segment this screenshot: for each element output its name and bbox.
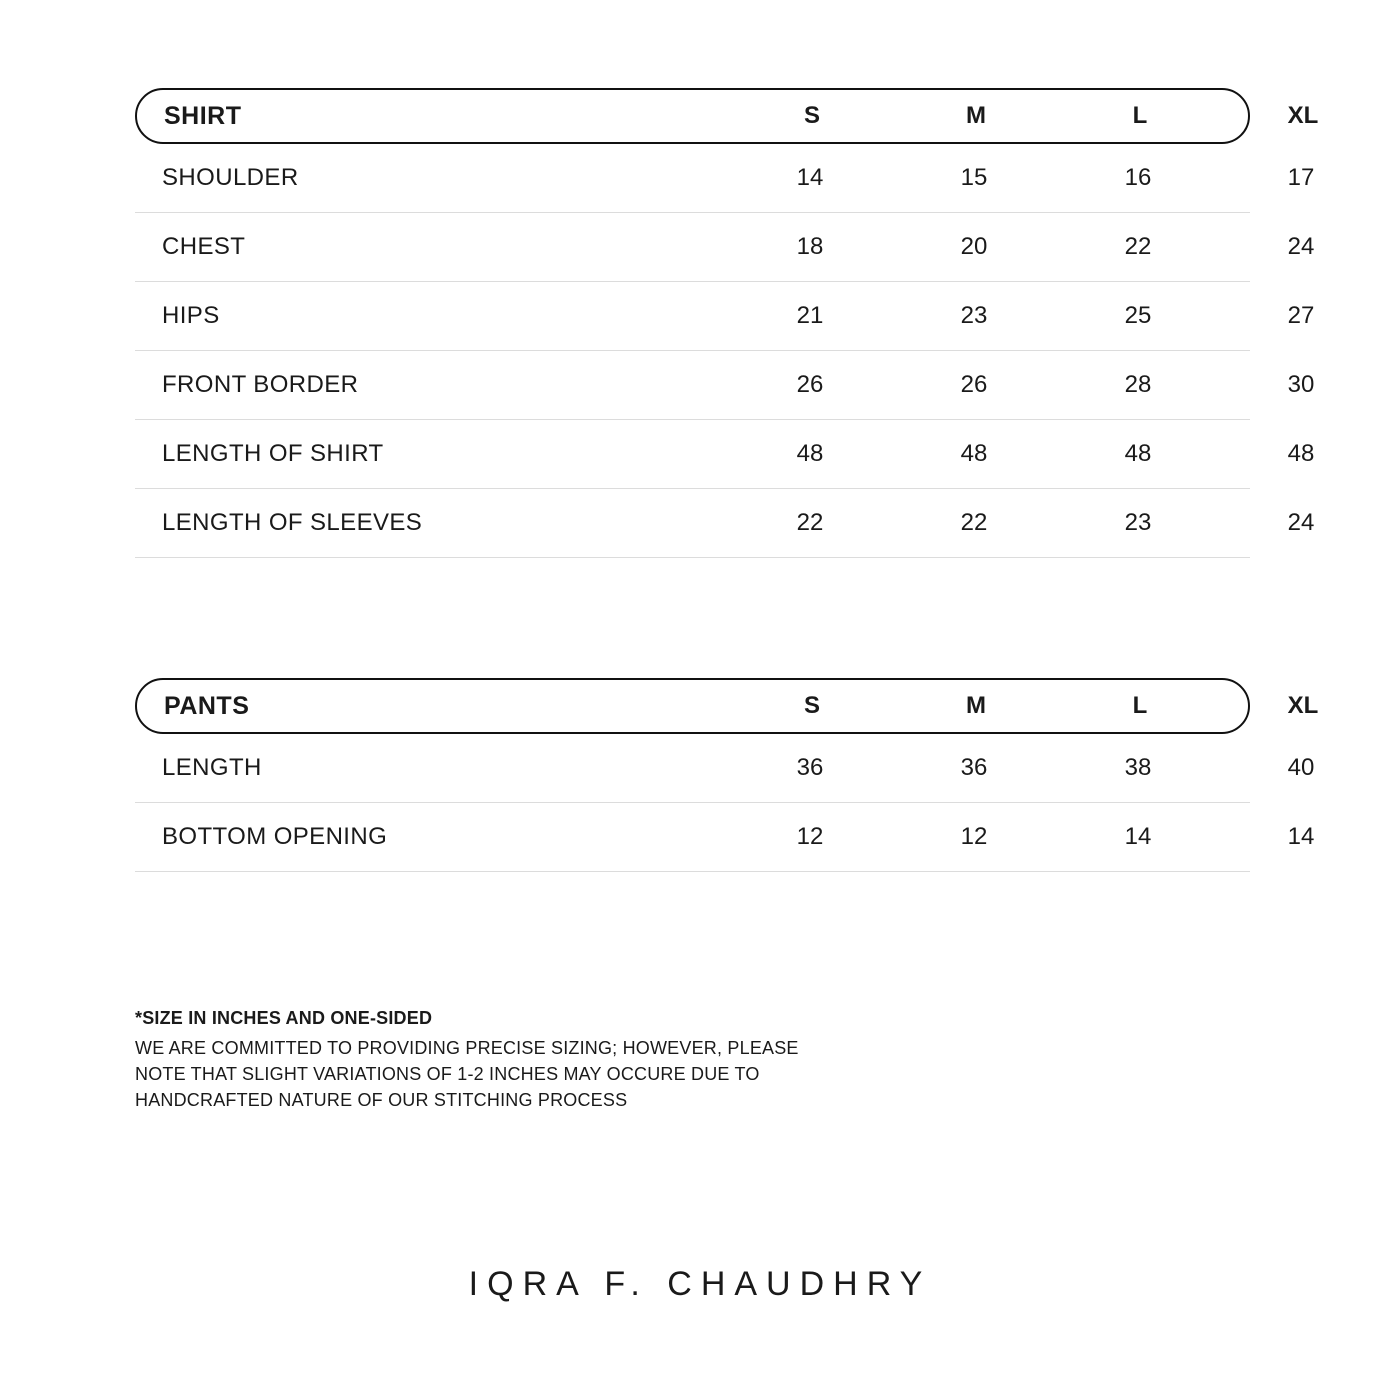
table-row [135,282,1315,351]
row-label: HIPS [162,302,220,329]
pants-column-header-l: L [1132,692,1148,719]
pants-column-header-s: S [803,692,820,719]
cell-s: 36 [796,754,824,781]
cell-s: 14 [796,164,824,191]
row-label: FRONT BORDER [162,371,359,398]
cell-xl: 48 [1287,440,1315,467]
cell-s: 22 [796,509,824,536]
table-row [135,734,1315,803]
row-label: BOTTOM OPENING [162,823,388,850]
row-label: CHEST [162,233,246,260]
shirt-table-header [135,88,1319,144]
cell-l: 48 [1124,440,1152,467]
table-row [135,213,1315,282]
cell-s: 12 [796,823,824,850]
cell-s: 48 [796,440,824,467]
row-label: LENGTH [162,754,262,781]
brand-wordmark: IQRA F. CHAUDHRY [468,1265,932,1303]
notes-line-2: NOTE THAT SLIGHT VARIATIONS OF 1-2 INCHES MAY OCCURE DUE TO [135,1064,760,1085]
notes-line-1: WE ARE COMMITTED TO PROVIDING PRECISE SIZING; HOWEVER, PLEASE [135,1038,799,1058]
cell-m: 15 [960,164,988,191]
pants-table-header [135,678,1319,734]
shirt-column-header-s: S [803,102,820,129]
cell-xl: 24 [1287,233,1315,260]
cell-m: 22 [960,509,988,536]
table-row [135,489,1315,558]
cell-l: 22 [1124,233,1152,260]
cell-l: 38 [1124,754,1152,781]
cell-xl: 40 [1287,754,1315,781]
row-label: LENGTH OF SHIRT [162,440,384,467]
cell-l: 23 [1124,509,1152,536]
cell-l: 14 [1124,823,1152,850]
cell-xl: 30 [1287,371,1315,398]
cell-l: 16 [1124,164,1152,191]
cell-m: 26 [960,371,988,398]
cell-m: 12 [960,823,988,850]
cell-m: 36 [960,754,988,781]
shirt-column-header-xl: XL [1287,102,1319,129]
table-row [135,420,1315,489]
cell-m: 20 [960,233,988,260]
shirt-size-table [135,88,1319,558]
shirt-column-header-m: M [966,102,986,129]
cell-l: 25 [1124,302,1152,329]
pants-category-label: PANTS [164,691,250,720]
cell-m: 48 [960,440,988,467]
cell-xl: 14 [1287,823,1315,850]
table-row [135,144,1315,213]
cell-s: 18 [796,233,824,260]
notes-title: *SIZE IN INCHES AND ONE-SIDED [135,1008,433,1028]
shirt-category-label: SHIRT [164,101,242,130]
cell-xl: 17 [1287,164,1315,191]
cell-s: 21 [796,302,824,329]
cell-s: 26 [796,371,824,398]
table-row [135,803,1315,872]
pants-column-header-xl: XL [1287,692,1319,719]
table-row [135,351,1315,420]
size-notes [135,1008,1035,1113]
cell-xl: 24 [1287,509,1315,536]
cell-l: 28 [1124,371,1152,398]
cell-m: 23 [960,302,988,329]
row-label: SHOULDER [162,164,299,191]
notes-line-3: HANDCRAFTED NATURE OF OUR STITCHING PROCESS [135,1090,628,1111]
pants-column-header-m: M [966,692,986,719]
pants-size-table [135,678,1319,872]
cell-xl: 27 [1287,302,1315,329]
row-label: LENGTH OF SLEEVES [162,509,423,536]
shirt-column-header-l: L [1132,102,1148,129]
